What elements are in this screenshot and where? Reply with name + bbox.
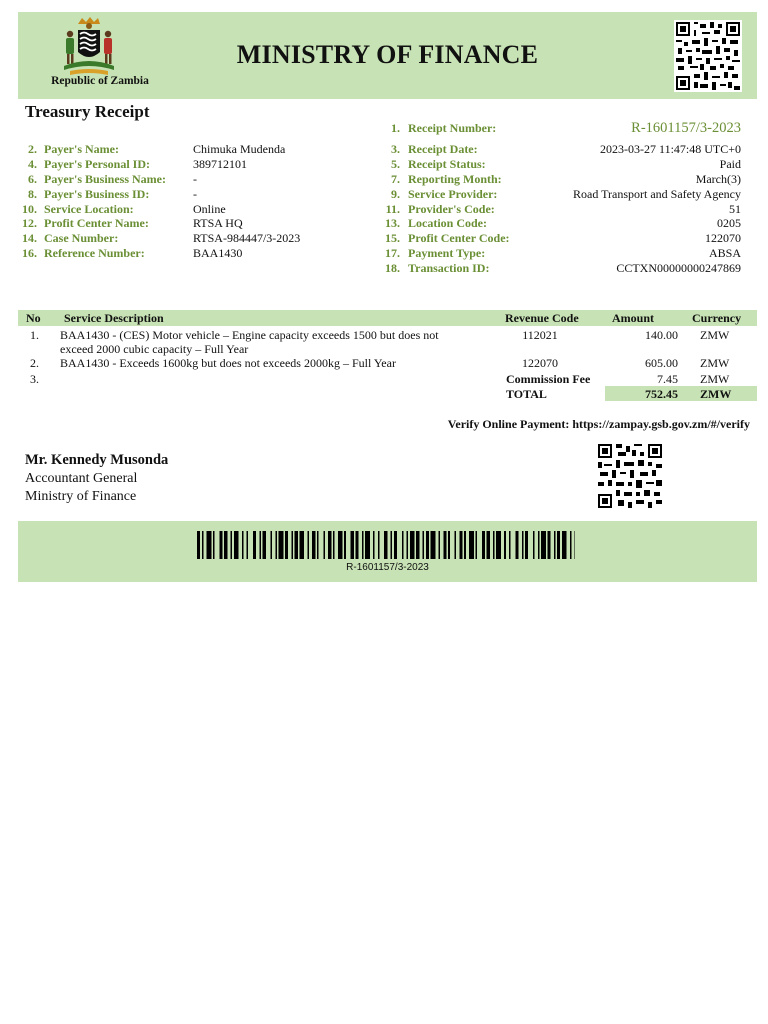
field-value: 389712101 [193,157,247,171]
signatory-office: Ministry of Finance [25,489,137,504]
field-number: 1. [391,121,400,135]
field-number: 2. [28,142,37,156]
field-number: 17. [385,246,400,260]
row-number: 1. [30,328,39,342]
row-amount: 605.00 [645,356,678,370]
column-header-currency: Currency [692,311,742,325]
row-amount: 140.00 [645,328,678,342]
column-header-revenue-code: Revenue Code [505,311,579,325]
field-value: RTSA HQ [193,216,243,230]
commission-fee-label: Commission Fee [506,372,591,386]
field-value: ABSA [708,246,741,260]
row-description-continued: exceed 2000 cubic capacity – Full Year [60,342,249,356]
field-value: Online [193,202,226,216]
table-header [18,310,757,326]
receipt-heading: Treasury Receipt [25,102,150,121]
row-description: BAA1430 - Exceeds 1600kg but does not exceeds 2000kg – Full Year [60,356,396,370]
receipt-number-label: Receipt Number: [408,121,497,135]
field-label: Reference Number: [44,246,145,260]
row-currency: ZMW [700,372,730,386]
row-currency: ZMW [700,328,730,342]
field-label: Service Provider: [408,187,498,201]
field-label: Payer's Business ID: [44,187,150,201]
field-number: 7. [391,172,400,186]
field-label: Profit Center Name: [44,216,149,230]
field-number: 8. [28,187,37,201]
field-label: Payer's Business Name: [44,172,166,186]
qr-code-icon[interactable] [674,20,742,92]
column-header-no: No [26,311,41,325]
verification-qr-code-icon[interactable] [596,442,664,510]
signatory-title: Accountant General [25,471,138,486]
field-row-service-provider [0,187,768,202]
field-label: Payment Type: [408,246,486,260]
row-number: 2. [30,356,39,370]
field-number: 9. [391,187,400,201]
field-value: - [193,187,197,201]
total-currency: ZMW [700,387,732,401]
field-row-reporting-month [0,172,768,187]
field-label: Payer's Name: [44,142,119,156]
field-label: Receipt Date: [408,142,478,156]
field-value: 51 [729,202,741,216]
column-header-description: Service Description [64,311,164,325]
total-amount: 752.45 [645,387,678,401]
field-label: Payer's Personal ID: [44,157,150,171]
column-header-amount: Amount [612,311,655,325]
field-row-receipt-status [0,157,768,172]
row-number: 3. [30,372,39,386]
field-number: 15. [385,231,400,245]
verify-payment-link[interactable]: Verify Online Payment: https://zampay.gsb.gov.zm/#/verify [447,417,750,431]
field-number: 12. [22,216,37,230]
barcode-icon [197,531,575,559]
field-value: 2023-03-27 11:47:48 UTC+0 [600,142,741,156]
field-number: 4. [28,157,37,171]
page-title: MINISTRY OF FINANCE [236,40,539,69]
field-label: Profit Center Code: [408,231,510,245]
signatory-name: Mr. Kennedy Musonda [25,452,169,468]
field-value: 122070 [705,231,741,245]
field-row-payment-type [0,246,768,261]
field-label: Provider's Code: [408,202,495,216]
row-revenue-code: 122070 [522,356,558,370]
field-value: Road Transport and Safety Agency [573,187,741,201]
row-revenue-code: 112021 [522,328,558,342]
field-number: 13. [385,216,400,230]
field-number: 10. [22,202,37,216]
field-row-location-code [0,216,768,231]
field-row-profit-center-code [0,231,768,246]
country-name: Republic of Zambia [51,75,149,87]
field-number: 16. [22,246,37,260]
receipt-number-value: R-1601157/3-2023 [631,120,741,136]
field-value: CCTXN00000000247869 [616,261,741,275]
field-number: 6. [28,172,37,186]
field-number: 5. [391,157,400,171]
field-value: 0205 [717,216,741,230]
field-row-transaction-id [0,261,768,276]
field-row-provider-code [0,202,768,217]
field-label: Service Location: [44,202,134,216]
field-label: Location Code: [408,216,487,230]
field-value: - [193,172,197,186]
field-value: March(3) [695,172,741,186]
field-label: Case Number: [44,231,119,245]
field-value: BAA1430 [193,246,243,260]
field-label: Reporting Month: [408,172,502,186]
row-description: BAA1430 - (CES) Motor vehicle – Engine capacity exceeds 1500 but does not [60,328,439,342]
field-number: 18. [385,261,400,275]
row-currency: ZMW [700,356,730,370]
field-number: 11. [385,202,400,216]
field-row-receipt-date [0,142,768,157]
field-number: 3. [391,142,400,156]
field-label: Receipt Status: [408,157,486,171]
barcode-text: R-1601157/3-2023 [346,562,429,573]
header-band [18,12,757,99]
field-value: Chimuka Mudenda [193,142,286,156]
field-value: RTSA-984447/3-2023 [193,231,301,245]
field-number: 14. [22,231,37,245]
total-label: TOTAL [506,387,547,401]
field-value: Paid [719,157,741,171]
field-label: Transaction ID: [408,261,490,275]
row-amount: 7.45 [657,372,678,386]
